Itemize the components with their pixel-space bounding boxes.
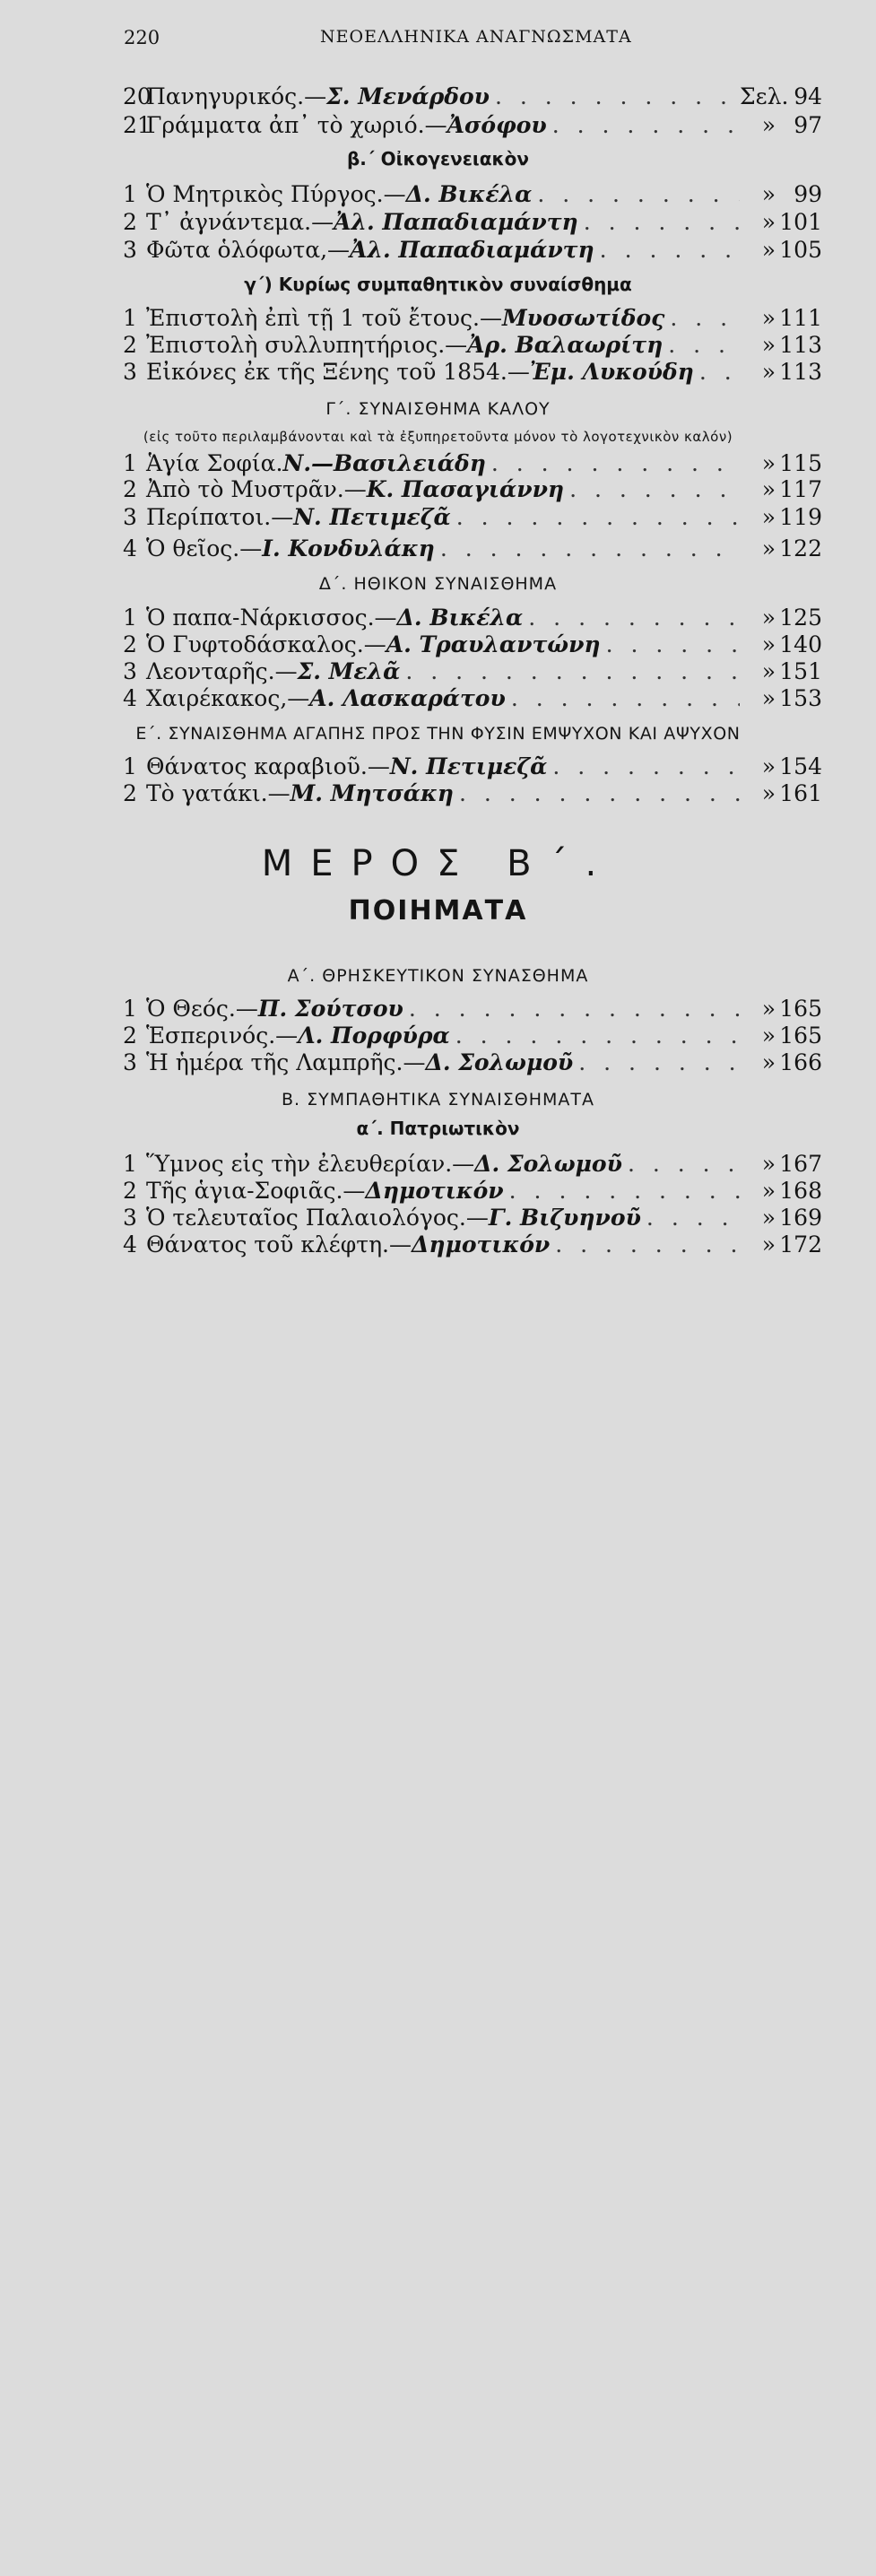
entry-title: Τ᾽ ἀγνάντεμα.—: [146, 209, 334, 235]
leader-dots: [547, 111, 740, 140]
entry-author: Ἀλ. Παπαδιαμάντη: [334, 209, 578, 235]
toc-entry: [123, 180, 822, 209]
entry-number: 4: [123, 535, 137, 561]
entry-page: 111: [779, 305, 822, 331]
entry-title: Τὸ γατάκι.—: [146, 780, 291, 806]
entry-page-prefix: »: [761, 237, 776, 263]
entry-author: Ἀλ. Παπαδιαμάντη: [350, 237, 594, 263]
toc-entry: [123, 449, 822, 478]
entry-page: 115: [779, 450, 822, 476]
page-number: 220: [124, 27, 160, 48]
entry-page-prefix: »: [761, 450, 776, 476]
leader-dots: [622, 1150, 740, 1179]
entry-author: Δημοτικόν: [365, 1178, 504, 1204]
entry-author: Δ. Βικέλα: [396, 605, 524, 631]
toc-entry: [123, 503, 822, 532]
entry-title: Ἐπιστολὴ συλλυπητήριος.—: [146, 332, 468, 358]
entry-title: Γράμματα ἀπ᾽ τὸ χωριό.—: [146, 112, 447, 138]
leader-dots: [450, 1022, 740, 1050]
entry-page: 113: [779, 359, 822, 385]
entry-title: Φῶτα ὁλόφωτα,—: [146, 237, 351, 263]
toc-entry: [123, 1022, 822, 1050]
leader-dots: [547, 753, 740, 781]
toc-entry: [123, 208, 822, 237]
entry-number: 2: [123, 780, 137, 806]
entry-author: Σ. Μελᾶ: [297, 658, 401, 684]
toc-entry: [123, 1177, 822, 1205]
section-note: (εἰς τοῦτο περιλαμβάνονται καὶ τὰ ἐξυπηρετοῦντα μόνον τὸ λογοτεχνικὸν καλόν): [143, 429, 733, 445]
leader-dots: [601, 631, 740, 659]
toc-entry: [123, 1049, 822, 1077]
toc-entry: [123, 236, 822, 265]
entry-author: Ἀρ. Βαλαωρίτη: [467, 332, 664, 358]
subsection-heading: α΄. Πατριωτικὸν: [356, 1118, 520, 1139]
toc-entry: [123, 535, 822, 563]
entry-page-prefix: »: [761, 535, 776, 561]
entry-number: 2: [123, 476, 137, 502]
entry-author: Δ. Σολωμοῦ: [474, 1151, 622, 1177]
entry-number: 3: [123, 658, 137, 684]
section-heading: Β. ΣΥΜΠΑΘΗΤΙΚΑ ΣΥΝΑΙΣΘΗΜΑΤΑ: [281, 1090, 595, 1110]
entry-page: 168: [779, 1178, 822, 1204]
entry-page: 105: [779, 237, 822, 263]
entry-number: 4: [123, 685, 137, 711]
entry-page-prefix: »: [761, 1049, 776, 1075]
entry-number: 3: [123, 237, 137, 263]
leader-dots: [594, 236, 740, 265]
running-title: ΝΕΟΕΛΛΗΝΙΚΑ ΑΝΑΓΝΩΣΜΑΤΑ: [320, 27, 632, 47]
entry-title: Εἰκόνες ἐκ τῆς Ξένης τοῦ 1854.—: [146, 359, 530, 385]
entry-number: 1: [123, 181, 137, 207]
leader-dots: [506, 684, 740, 713]
entry-number: 2: [123, 1178, 137, 1204]
entry-author: Λ. Πορφύρα: [298, 1023, 450, 1049]
toc-entry: [123, 753, 822, 781]
leader-dots: [550, 1231, 740, 1259]
entry-number: 1: [123, 996, 137, 1022]
section-heading: γ΄) Κυρίως συμπαθητικὸν συναίσθημα: [244, 274, 632, 295]
entry-page-prefix: »: [761, 658, 776, 684]
leader-dots: [523, 604, 740, 632]
section-heading: Δ΄. ΗΘΙΚΟΝ ΣΥΝΑΙΣΘΗΜΑ: [318, 574, 558, 594]
entry-number: 1: [123, 450, 137, 476]
entry-title: Περίπατοι.—: [146, 504, 294, 530]
entry-page: 119: [779, 504, 822, 530]
toc-entry: [123, 657, 822, 686]
entry-page-prefix: »: [761, 753, 776, 779]
entry-page: 172: [779, 1231, 822, 1258]
entry-page-prefix: »: [761, 605, 776, 631]
section-heading: Α΄. ΘΡΗΣΚΕΥΤΙΚΟΝ ΣΥΝΑΣΘΗΜΑ: [287, 966, 589, 986]
leader-dots: [573, 1049, 740, 1077]
entry-author: Ἀσόφου: [447, 112, 547, 138]
toc-entry: [123, 684, 822, 713]
entry-title: Πανηγυρικός.—: [146, 83, 327, 109]
entry-title: Ἐπιστολὴ ἐπὶ τῇ 1 τοῦ ἔτους.—: [146, 305, 502, 331]
entry-author: Δημοτικόν: [412, 1231, 551, 1258]
toc-entry: [123, 631, 822, 659]
entry-page: 94: [794, 83, 822, 109]
section-heading: Γ΄. ΣΥΝΑΙΣΘΗΜΑ ΚΑΛΟΥ: [325, 399, 551, 419]
entry-title: Θάνατος καραβιοῦ.—: [146, 753, 390, 779]
toc-entry: [123, 1204, 822, 1232]
section-heading: β.΄ Οἰκογενειακὸν: [346, 148, 530, 170]
entry-author: Δ. Βικέλα: [405, 181, 533, 207]
entry-title: Ἁγία Σοφία.: [146, 450, 283, 476]
entry-number: 1: [123, 1151, 137, 1177]
entry-author: Σ. Μενάρδου: [326, 83, 490, 109]
entry-title: Ὕμνος εἰς τὴν ἐλευθερίαν.—: [146, 1151, 475, 1177]
entry-page-prefix: »: [761, 1178, 776, 1204]
entry-number: 2: [123, 332, 137, 358]
entry-number: 3: [123, 359, 137, 385]
toc-entry: [123, 1231, 822, 1259]
entry-title: Τῆς ἁγια-Σοφιᾶς.—: [146, 1178, 366, 1204]
entry-author: Ν.—Βασιλειάδη: [282, 450, 486, 476]
entry-page-prefix: »: [761, 1205, 776, 1231]
leader-dots: [403, 995, 740, 1023]
entry-author: Ι. Κονδυλάκη: [262, 535, 435, 561]
part-title: ΜΕΡΟΣ Β΄.: [261, 843, 615, 884]
entry-title: Θάνατος τοῦ κλέφτη.—: [146, 1231, 412, 1258]
leader-dots: [451, 503, 740, 532]
leader-dots: [435, 535, 740, 563]
entry-title: Ὁ Μητρικὸς Πύργος.—: [146, 181, 406, 207]
entry-number: 1: [123, 753, 137, 779]
page-header: [0, 27, 876, 54]
entry-page-prefix: »: [761, 780, 776, 806]
entry-title: Ἑσπερινός.—: [146, 1023, 299, 1049]
toc-entry: [123, 358, 822, 387]
leader-dots: [664, 304, 740, 333]
entry-author: Δ. Σολωμοῦ: [425, 1049, 574, 1075]
entry-page-prefix: »: [761, 685, 776, 711]
leader-dots: [504, 1177, 740, 1205]
entry-page-prefix: »: [761, 1023, 776, 1049]
entry-page: 154: [779, 753, 822, 779]
entry-page: 99: [794, 181, 822, 207]
entry-page-prefix: »: [761, 996, 776, 1022]
leader-dots: [486, 449, 740, 478]
entry-page-prefix: »: [761, 504, 776, 530]
leader-dots: [663, 331, 740, 360]
toc-entry: [123, 111, 822, 140]
leader-dots: [400, 657, 740, 686]
entry-page: 101: [779, 209, 822, 235]
entry-title: Ὁ Γυφτοδάσκαλος.—: [146, 631, 386, 657]
entry-page-prefix: »: [761, 476, 776, 502]
leader-dots: [564, 475, 740, 504]
entry-number: 20: [123, 83, 152, 109]
entry-title: Χαιρέκακος,—: [146, 685, 310, 711]
entry-page-prefix: »: [761, 209, 776, 235]
entry-page: 169: [779, 1205, 822, 1231]
entry-page: 122: [779, 535, 822, 561]
entry-author: Ἐμ. Λυκούδη: [529, 359, 694, 385]
entry-number: 4: [123, 1231, 137, 1258]
toc-entry: [123, 1150, 822, 1179]
section-heading: Ε΄. ΣΥΝΑΙΣΘΗΜΑ ΑΓΑΠΗΣ ΠΡΟΣ ΤΗΝ ΦΥΣΙΝ ΕΜΨΥΧΟΝ ΚΑΙ ΑΨΥΧΟΝ: [135, 724, 741, 744]
entry-number: 2: [123, 1023, 137, 1049]
entry-page-prefix: »: [761, 1151, 776, 1177]
entry-author: Ν. Πετιμεζᾶ: [293, 504, 451, 530]
entry-number: 2: [123, 209, 137, 235]
entry-page-prefix: »: [761, 1231, 776, 1258]
toc-entry: [123, 304, 822, 333]
entry-page-prefix: »: [761, 112, 776, 138]
entry-page: 151: [779, 658, 822, 684]
entry-page: 153: [779, 685, 822, 711]
leader-dots: [490, 83, 740, 111]
entry-page: 117: [779, 476, 822, 502]
entry-author: Κ. Πασαγιάννη: [366, 476, 565, 502]
entry-author: Μυοσωτίδος: [501, 305, 665, 331]
entry-page: 167: [779, 1151, 822, 1177]
leader-dots: [578, 208, 740, 237]
leader-dots: [454, 779, 740, 808]
entry-author: Α. Τραυλαντώνη: [386, 631, 601, 657]
entry-title: Ὁ Θεός.—: [146, 996, 258, 1022]
entry-page: 161: [779, 780, 822, 806]
toc-entry: [123, 83, 822, 111]
entry-title: Ὁ θεῖος.—: [146, 535, 263, 561]
toc-entry: [123, 475, 822, 504]
entry-page: 97: [794, 112, 822, 138]
entry-page-prefix: »: [761, 305, 776, 331]
entry-page-prefix: »: [761, 359, 776, 385]
leader-dots: [641, 1204, 740, 1232]
entry-author: Γ. Βιζυηνοῦ: [488, 1205, 641, 1231]
entry-author: Π. Σούτσου: [257, 996, 403, 1022]
toc-entry: [123, 331, 822, 360]
entry-page: 140: [779, 631, 822, 657]
entry-author: Μ. Μητσάκη: [290, 780, 454, 806]
entry-page-prefix: »: [761, 631, 776, 657]
toc-entry: [123, 779, 822, 808]
entry-page-prefix: »: [761, 181, 776, 207]
entry-number: 21: [123, 112, 152, 138]
entry-author: Α. Λασκαράτου: [309, 685, 506, 711]
entry-page: 113: [779, 332, 822, 358]
entry-number: 3: [123, 1049, 137, 1075]
entry-number: 2: [123, 631, 137, 657]
entry-number: 3: [123, 504, 137, 530]
entry-page: 125: [779, 605, 822, 631]
entry-title: Ὁ παπα-Νάρκισσος.—: [146, 605, 397, 631]
entry-number: 1: [123, 305, 137, 331]
entry-title: Λεονταρῆς.—: [146, 658, 298, 684]
entry-page-prefix: Σελ.: [740, 83, 789, 109]
entry-title: Ὁ τελευταῖος Παλαιολόγος.—: [146, 1205, 489, 1231]
entry-title: Ἀπὸ τὸ Μυστρᾶν.—: [146, 476, 367, 502]
leader-dots: [532, 180, 740, 209]
toc-entry: [123, 604, 822, 632]
entry-page: 165: [779, 1023, 822, 1049]
entry-number: 1: [123, 605, 137, 631]
entry-page: 165: [779, 996, 822, 1022]
toc-entry: [123, 995, 822, 1023]
entry-author: Ν. Πετιμεζᾶ: [389, 753, 548, 779]
poems-title: ΠΟΙΗΜΑΤΑ: [348, 895, 528, 927]
entry-title: Ἡ ἡμέρα τῆς Λαμπρῆς.—: [146, 1049, 426, 1075]
leader-dots: [694, 358, 740, 387]
entry-number: 3: [123, 1205, 137, 1231]
entry-page-prefix: »: [761, 332, 776, 358]
entry-page: 166: [779, 1049, 822, 1075]
